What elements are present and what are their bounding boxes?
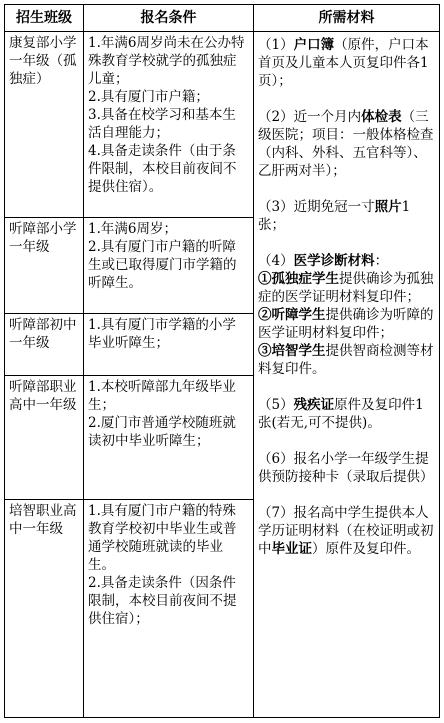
material-4: （4）医学诊断材料： <box>258 253 389 269</box>
class-name-cell <box>5 376 84 500</box>
header-row <box>5 5 440 32</box>
class-name: 听障部初中一年级 <box>9 317 77 351</box>
material-4-3: ③培智学生提供智商检测等材料复印件。 <box>258 343 434 377</box>
condition-item: 2.厦门市普通学校随班就读初中毕业听障生； <box>88 415 236 449</box>
condition-item: 1.年满6周岁尚未在公办特殊教育学校就学的孤独症儿童； <box>88 35 245 87</box>
header-class: 招生班级 <box>5 5 84 32</box>
condition-item: 2.具有厦门市户籍； <box>88 89 209 105</box>
class-name: 培智职业高中一年级 <box>9 503 77 537</box>
conditions-cell <box>84 314 254 376</box>
condition-item: 1.具有厦门市学籍的小学毕业听障生； <box>88 317 236 351</box>
conditions-cell <box>84 500 254 718</box>
class-name-cell <box>5 218 84 314</box>
material-4-2: ②听障学生提供确诊为听障的医学证明材料复印件； <box>258 307 434 341</box>
class-name-cell <box>5 314 84 376</box>
condition-item: 1.本校听障部九年级毕业生； <box>88 379 236 413</box>
material-5: （5）残疾证原件及复印件1张(若无,可不提供)。 <box>258 397 424 431</box>
enrollment-table <box>4 4 440 718</box>
class-name-cell <box>5 32 84 218</box>
condition-item: 2.具备走读条件（因条件限制，本校目前夜间不提供住宿）； <box>88 575 237 627</box>
conditions-cell <box>84 218 254 314</box>
condition-item: 2.具有厦门市户籍的听障生或已取得厦门市学籍的听障生。 <box>88 239 237 291</box>
table-row <box>5 32 440 218</box>
header-conditions: 报名条件 <box>84 5 254 32</box>
material-4-1: ①孤独症学生提供确诊为孤独症的医学证明材料复印件； <box>258 271 434 305</box>
class-name: 听障部小学一年级 <box>9 221 77 255</box>
header-materials: 所需材料 <box>254 5 440 32</box>
class-name: 听障部职业高中一年级 <box>9 379 77 413</box>
material-6: （6）报名小学一年级学生提供预防接种卡（录取后提供） <box>258 451 434 485</box>
material-7: （7）报名高中学生提供本人学历证明材料（在校证明或初中毕业证）原件及复印件。 <box>258 505 434 557</box>
conditions-cell <box>84 32 254 218</box>
conditions-cell <box>84 376 254 500</box>
condition-item: 1.年满6周岁； <box>88 221 177 237</box>
class-name: 康复部小学一年级（孤独症） <box>9 35 77 87</box>
condition-item: 4.具备走读条件（由于条件限制，本校目前夜间不提供住宿）。 <box>88 143 237 195</box>
material-3: （3）近期免冠一寸照片1张； <box>258 199 411 233</box>
material-2: （2）近一个月内体检表（三级医院；项目：一般体格检查（内科、外科、五官科等）、乙肝两对半）； <box>258 109 434 179</box>
condition-item: 1.具有厦门市户籍的特殊教育学校初中毕业生或普通学校随班就读的毕业生。 <box>88 503 237 573</box>
class-name-cell <box>5 500 84 718</box>
condition-item: 3.具备在校学习和基本生活自理能力； <box>88 107 236 141</box>
material-1: （1）户口簿（原件，户口本首页及儿童本人页复印件各1页）； <box>258 37 429 89</box>
materials-cell <box>254 32 440 718</box>
